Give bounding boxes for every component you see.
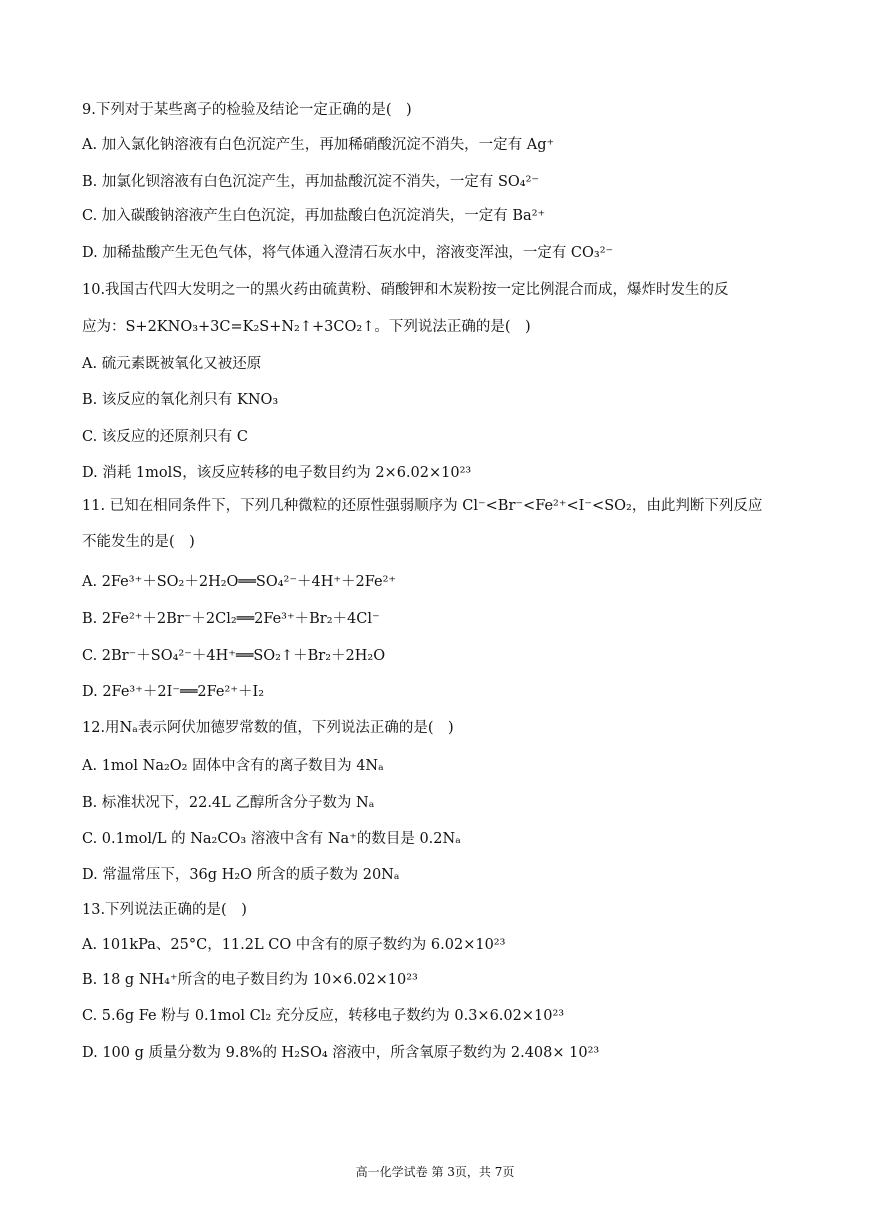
question-9-option-b: B. 加氯化钡溶液有白色沉淀产生，再加盐酸沉淀不消失，一定有 SO₄²⁻ [82,174,540,190]
question-13-option-d: D. 100 g 质量分数为 9.8%的 H₂SO₄ 溶液中，所含氧原子数约为 2.408× 10²³ [82,1045,600,1061]
page-footer: 高一化学试卷 第 3页，共 7页 [355,1165,515,1179]
question-12-option-b: B. 标准状况下，22.4L 乙醇所含分子数为 Nₐ [82,795,375,811]
question-11-option-c: C. 2Br⁻＋SO₄²⁻＋4H⁺══SO₂↑＋Br₂＋2H₂O [82,648,386,664]
question-12-option-c: C. 0.1mol/L 的 Na₂CO₃ 溶液中含有 Na⁺的数目是 0.2Nₐ [82,831,461,847]
question-11-stem-line-2: 不能发生的是( ) [82,534,195,550]
question-11-option-a: A. 2Fe³⁺＋SO₂＋2H₂O══SO₄²⁻＋4H⁺＋2Fe²⁺ [82,574,397,590]
question-9-option-c: C. 加入碳酸钠溶液产生白色沉淀，再加盐酸白色沉淀消失，一定有 Ba²⁺ [82,208,546,224]
question-13-stem: 13.下列说法正确的是( ) [82,902,247,918]
question-12-option-a: A. 1mol Na₂O₂ 固体中含有的离子数目为 4Nₐ [82,758,384,774]
question-12-option-d: D. 常温常压下，36g H₂O 所含的质子数为 20Nₐ [82,867,400,883]
question-9-stem: 9.下列对于某些离子的检验及结论一定正确的是( ) [82,102,412,118]
question-10-option-a: A. 硫元素既被氧化又被还原 [82,356,262,372]
question-10-option-d: D. 消耗 1molS，该反应转移的电子数目约为 2×6.02×10²³ [82,465,472,481]
question-10-stem-line-2: 应为：S+2KNO₃+3C=K₂S+N₂↑+3CO₂↑。下列说法正确的是( ) [82,319,531,335]
question-10-stem-line-1: 10.我国古代四大发明之一的黑火药由硫黄粉、硝酸钾和木炭粉按一定比例混合而成，爆炸时发生的反 [82,282,729,298]
question-13-option-b: B. 18 g NH₄⁺所含的电子数目约为 10×6.02×10²³ [82,972,418,988]
question-11-option-d: D. 2Fe³⁺＋2I⁻══2Fe²⁺＋I₂ [82,684,265,700]
question-11-option-b: B. 2Fe²⁺＋2Br⁻＋2Cl₂══2Fe³⁺＋Br₂＋4Cl⁻ [82,611,380,627]
question-9-option-d: D. 加稀盐酸产生无色气体，将气体通入澄清石灰水中，溶液变浑浊，一定有 CO₃²⁻ [82,245,614,261]
question-9-option-a: A. 加入氯化钠溶液有白色沉淀产生，再加稀硝酸沉淀不消失，一定有 Ag⁺ [82,137,555,153]
question-13-option-a: A. 101kPa、25°C，11.2L CO 中含有的原子数约为 6.02×10²³ [82,937,506,953]
question-12-stem: 12.用Nₐ表示阿伏加德罗常数的值，下列说法正确的是( ) [82,720,454,736]
question-11-stem-line-1: 11. 已知在相同条件下，下列几种微粒的还原性强弱顺序为 Cl⁻<Br⁻<Fe²⁺<I⁻<SO₂，由此判断下列反应 [82,498,763,514]
question-13-option-c: C. 5.6g Fe 粉与 0.1mol Cl₂ 充分反应，转移电子数约为 0.3×6.02×10²³ [82,1008,565,1024]
question-10-option-c: C. 该反应的还原剂只有 C [82,429,248,445]
question-10-option-b: B. 该反应的氧化剂只有 KNO₃ [82,392,279,408]
